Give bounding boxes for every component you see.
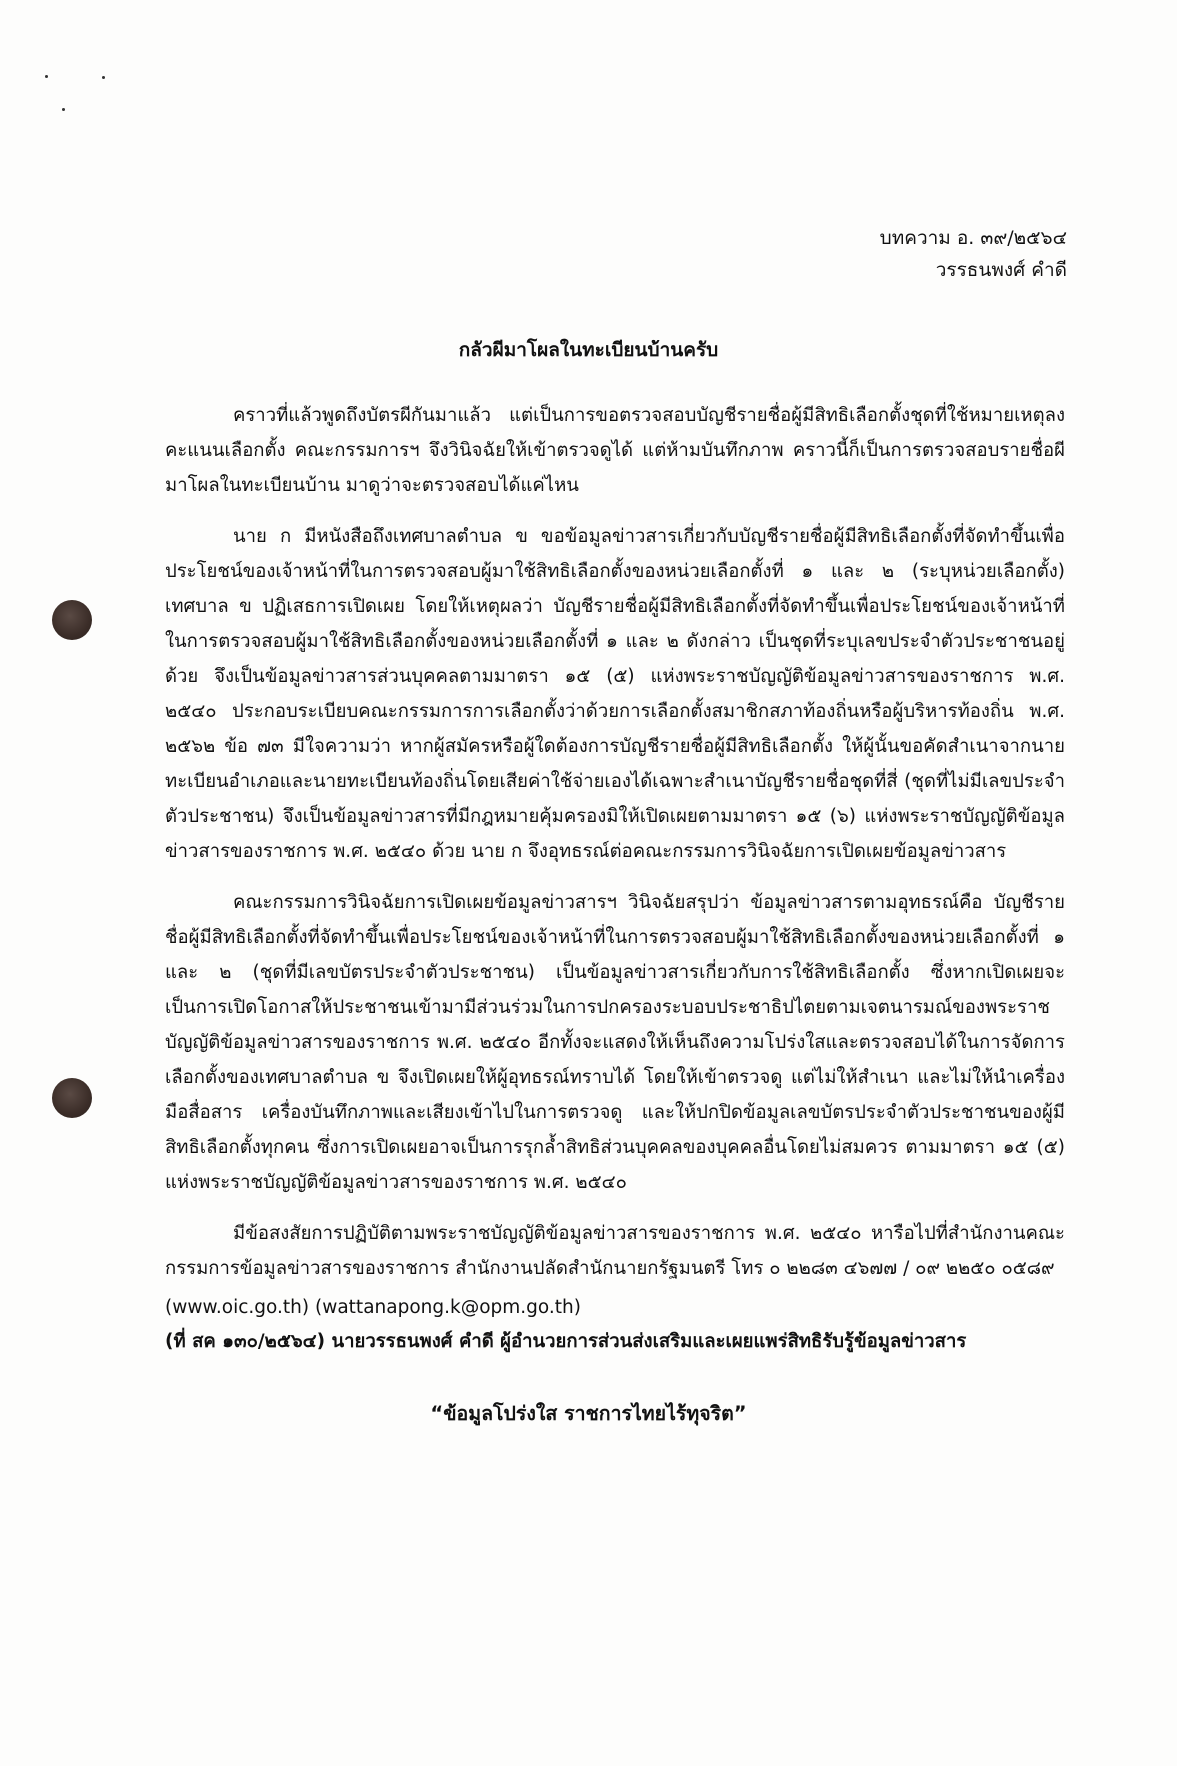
slogan: “ข้อมูลโปร่งใส ราชการไทยไร้ทุจริต” [430, 1402, 747, 1425]
paragraph-decision: คณะกรรมการวินิจฉัยการเปิดเผยข้อมูลข่าวสารฯ วินิจฉัยสรุปว่า ข้อมูลข่าวสารตามอุทธรณ์คือ บัญชีรายชื่อผู้มีสิทธิเลือกตั้งที่จัดทำขึ้นเพื่อประโยชน์ของเจ้าหน้าที่ในการตรวจสอบผู้มาใช้สิทธิเลือกตั้งของหน่วยเลือกตั้งที่ ๑ และ ๒ (ชุดที่มีเลขบัตรประจำตัวประชาชน) เป็นข้อมูลข่าวสารเกี่ยวกับการใช้สิทธิเลือกตั้ง ซึ่งหากเปิดเผยจะเป็นการเปิดโอกาสให้ประชาชนเข้ามามีส่วนร่วมในการปกครองระบอบประชาธิปไตยตามเจตนารมณ์ของพระราชบัญญัติข้อมูลข่าวสารของราชการ พ.ศ. ๒๕๔๐ อีกทั้งจะแสดงให้เห็นถึงความโปร่งใสและตรวจสอบได้ในการจัดการเลือกตั้งของเทศบาลตำบล ข จึงเปิดเผยให้ผู้อุทธรณ์ทราบได้ โดยให้เข้าตรวจดู แต่ไม่ให้สำเนา และไม่ให้นำเครื่องมือสื่อสาร เครื่องบันทึกภาพและเสียงเข้าไปในการตรวจดู และให้ปกปิดข้อมูลเลขบัตรประจำตัวประชาชนของผู้มีสิทธิเลือกตั้งทุกคน ซึ่งการเปิดเผยอาจเป็นการรุกล้ำสิทธิส่วนบุคคลของบุคคลอื่นโดยไม่สมควร ตามมาตรา ๑๕ (๕) แห่งพระราชบัญญัติข้อมูลข่าวสารของราชการ พ.ศ. ๒๕๔๐ [165, 892, 1065, 1193]
reference-line: (ที่ สค ๑๓๐/๒๕๖๔) นายวรรธนพงศ์ คำดี ผู้อำนวยการส่วนส่งเสริมและเผยแพร่สิทธิรับรู้ข้อมูลข่าวสาร [165, 1331, 967, 1352]
contact-links: (www.oic.go.th) (wattanapong.k@opm.go.th) [165, 1297, 581, 1318]
paragraph-case: นาย ก มีหนังสือถึงเทศบาลตำบล ข ขอข้อมูลข่าวสารเกี่ยวกับบัญชีรายชื่อผู้มีสิทธิเลือกตั้งที่จัดทำขึ้นเพื่อประโยชน์ของเจ้าหน้าที่ในการตรวจสอบผู้มาใช้สิทธิเลือกตั้งของหน่วยเลือกตั้งที่ ๑ และ ๒ (ระบุหน่วยเลือกตั้ง) เทศบาล ข ปฏิเสธการเปิดเผย โดยให้เหตุผลว่า บัญชีรายชื่อผู้มีสิทธิเลือกตั้งที่จัดทำขึ้นเพื่อประโยชน์ของเจ้าหน้าที่ในการตรวจสอบผู้มาใช้สิทธิเลือกตั้งของหน่วยเลือกตั้งที่ ๑ และ ๒ ดังกล่าว เป็นชุดที่ระบุเลขประจำตัวประชาชนอยู่ด้วย จึงเป็นข้อมูลข่าวสารส่วนบุคคลตามมาตรา ๑๕ (๕) แห่งพระราชบัญญัติข้อมูลข่าวสารของราชการ พ.ศ. ๒๕๔๐ ประกอบระเบียบคณะกรรมการการเลือกตั้งว่าด้วยการเลือกตั้งสมาชิกสภาท้องถิ่นหรือผู้บริหารท้องถิ่น พ.ศ. ๒๕๖๒ ข้อ ๗๓ มีใจความว่า หากผู้สมัครหรือผู้ใดต้องการบัญชีรายชื่อผู้มีสิทธิเลือกตั้ง ให้ผู้นั้นขอคัดสำเนาจากนายทะเบียนอำเภอและนายทะเบียนท้องถิ่นโดยเสียค่าใช้จ่ายเองได้เฉพาะสำเนาบัญชีรายชื่อชุดที่สี่ (ชุดที่ไม่มีเลขประจำตัวประชาชน) จึงเป็นข้อมูลข่าวสารที่มีกฎหมายคุ้มครองมิให้เปิดเผยตามมาตรา ๑๕ (๖) แห่งพระราชบัญญัติข้อมูลข่าวสารของราชการ พ.ศ. ๒๕๔๐ ด้วย นาย ก จึงอุทธรณ์ต่อคณะกรรมการวินิจฉัยการเปิดเผยข้อมูลข่าวสาร [165, 526, 1065, 862]
paragraph-contact: มีข้อสงสัยการปฏิบัติตามพระราชบัญญัติข้อมูลข่าวสารของราชการ พ.ศ. ๒๕๔๐ หารือไปที่สำนักงานคณะกรรมการข้อมูลข่าวสารของราชการ สำนักงานปลัดสำนักนายกรัฐมนตรี โทร ๐ ๒๒๘๓ ๔๖๗๗ / ๐๙ ๒๒๕๐ ๐๕๘๙ [165, 1223, 1065, 1279]
paragraph-intro: คราวที่แล้วพูดถึงบัตรผีกันมาแล้ว แต่เป็นการขอตรวจสอบบัญชีรายชื่อผู้มีสิทธิเลือกตั้งชุดที่ใช้หมายเหตุลงคะแนนเลือกตั้ง คณะกรรมการฯ จึงวินิจฉัยให้เข้าตรวจดูได้ แต่ห้ามบันทึกภาพ คราวนี้ก็เป็นการตรวจสอบรายชื่อผีมาโผลในทะเบียนบ้าน มาดูว่าจะตรวจสอบได้แค่ไหน [165, 405, 1065, 496]
punch-hole-top [52, 600, 92, 640]
document-body [165, 398, 1065, 1302]
document-header [880, 222, 1067, 286]
scan-speck [45, 75, 48, 78]
punch-hole-bottom [52, 1078, 92, 1118]
author-name: วรรธนพงศ์ คำดี [935, 259, 1067, 281]
scan-speck [62, 108, 65, 111]
document-title: กลัวผีมาโผลในทะเบียนบ้านครับ [458, 339, 719, 361]
scan-speck [102, 76, 105, 79]
article-number: บทความ อ. ๓๙/๒๕๖๔ [879, 227, 1067, 249]
